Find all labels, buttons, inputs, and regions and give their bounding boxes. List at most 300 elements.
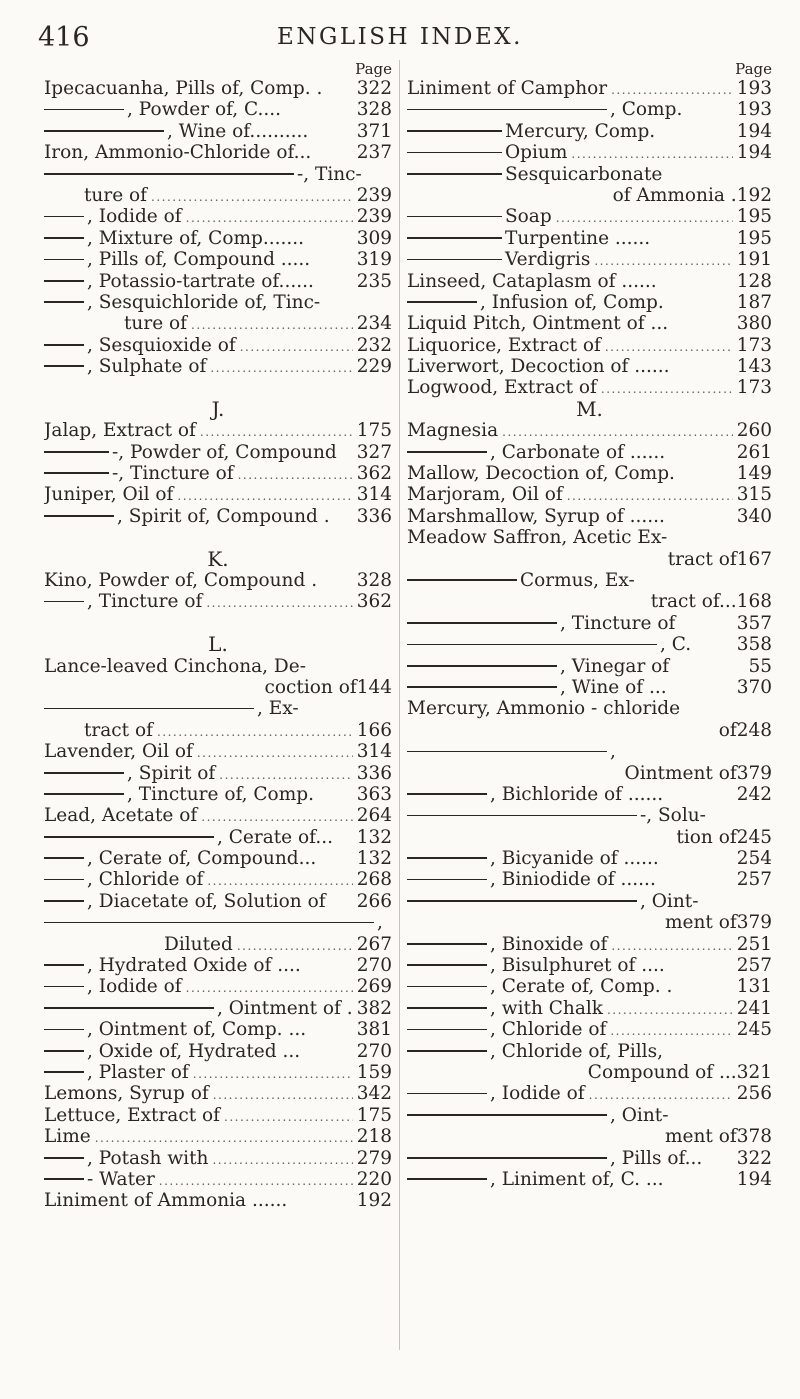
index-entry [44,570,392,591]
ditto-dash [407,109,607,111]
entry-text: , Sesquioxide of [87,334,236,356]
entry-text: ture of [84,184,148,206]
entry-page-number: 220 [356,1168,392,1190]
index-entry [44,591,392,612]
index-entry [44,869,392,890]
entry-text: , Biniodide of ...... [490,869,656,891]
index-entry [407,805,772,826]
index-entry [44,955,392,976]
entry-page-number: 328 [356,99,392,121]
entry-text: Jalap, Extract of [44,420,196,442]
ditto-dash [407,130,502,132]
entry-page-number: 327 [356,441,392,463]
entry-text: Liquorice, Extract of [407,334,601,356]
entry-text: Liverwort, Decoction of ...... [407,356,670,378]
ditto-dash [44,472,109,474]
entry-text: -, Tinc- [297,163,362,185]
index-entry [407,99,772,120]
entry-page-number: 166 [356,719,392,741]
leader-dots [200,422,353,441]
ditto-dash [44,900,84,902]
entry-page-number: 256 [736,1083,772,1105]
entry-page-number: 336 [356,762,392,784]
index-entry [407,591,772,612]
entry-text: , Binoxide of [490,933,608,955]
page-column-heading: Page [735,60,772,78]
index-entry [407,185,772,206]
index-entry [44,848,392,869]
entry-page-number: 234 [356,313,392,335]
index-entry [44,78,392,99]
ditto-dash [407,751,607,753]
entry-text: Ipecacuanha, Pills of, Comp. . [44,78,323,99]
entry-text: tion of [676,826,737,848]
ditto-dash [44,922,374,924]
index-entry [44,827,392,848]
index-entry [44,271,392,292]
entry-page-number: 143 [736,356,772,378]
entry-page-number: 382 [356,997,392,1019]
entry-text: Diluted [164,933,233,955]
index-entry [44,1126,392,1147]
entry-text: Iron, Ammonio-Chloride of... [44,142,312,164]
entry-page-number: 380 [736,313,772,335]
index-entry [407,228,772,249]
index-column-left [44,60,392,1212]
leader-dots [594,251,732,270]
entry-page-number: 132 [356,826,392,848]
entry-text: , Wine of.......... [167,120,309,142]
entry-text: , [377,912,383,934]
entry-text: , Chloride of, Pills, [490,1040,663,1062]
entry-page-number: 319 [356,249,392,271]
entry-text: , Chloride of [490,1019,607,1041]
entry-text: , Plaster of [87,1061,189,1083]
entry-text: , Cerate of, Compound... [87,848,317,870]
entry-page-number: 257 [736,955,772,977]
entry-text: -, Powder of, Compound [112,441,337,463]
ditto-dash [407,964,487,966]
index-entry [407,313,772,334]
ditto-dash [407,173,502,175]
entry-text: , C. [660,634,692,656]
entry-page-number: 229 [356,356,392,378]
ditto-dash [407,879,487,881]
entry-page-number: 245 [736,1019,772,1041]
entry-page-number: 239 [356,206,392,228]
entry-text: , Ointment of . [217,997,353,1019]
ditto-dash [407,259,502,261]
index-entry [44,656,392,677]
ditto-dash [44,1071,84,1073]
entry-text: Liniment of Ammonia ...... [44,1190,288,1212]
entry-text: Mercury, Comp. [505,120,656,142]
entry-text: Mercury, Ammonio - chloride [407,698,681,720]
index-entry [44,121,392,142]
ditto-dash [44,1029,84,1031]
index-entry [407,720,772,741]
section-letter [44,399,392,420]
index-entry [407,955,772,976]
index-entry [44,698,392,719]
index-entry [407,1148,772,1169]
leader-dots [589,1085,733,1104]
index-entry [44,934,392,955]
entry-text: tract of [84,719,153,741]
ditto-dash [44,601,84,603]
entry-text: , Wine of ... [560,676,667,698]
entry-text: Liniment of Camphor [407,78,608,99]
ditto-dash [44,344,84,346]
index-entry [407,848,772,869]
index-entry [407,121,772,142]
entry-page-number: 379 [736,912,772,934]
index-entry [44,1148,392,1169]
entry-text: Compound of ... [587,1061,737,1083]
entry-page-number: 194 [736,120,772,142]
entry-text: Magnesia [407,420,499,442]
ditto-dash [407,1007,487,1009]
index-entry [407,249,772,270]
index-entry [407,677,772,698]
index-entry [44,484,392,505]
index-entry [407,1105,772,1126]
entry-text: ment of [664,912,737,934]
entry-text: , Mixture of, Comp....... [87,227,305,249]
index-entry [407,634,772,655]
entry-text: , Ex- [257,698,299,720]
entry-page-number: 321 [736,1061,772,1083]
ditto-dash [407,1050,487,1052]
index-entry [44,99,392,120]
entry-text: Marshmallow, Syrup of ...... [407,505,665,527]
index-entry [44,1019,392,1040]
leader-dots [238,465,353,484]
leader-dots [502,422,733,441]
entry-page-number: 257 [736,869,772,891]
index-entry [407,763,772,784]
entry-text: , Hydrated Oxide of .... [87,955,301,977]
leader-dots [556,208,733,227]
ditto-dash [407,301,477,303]
spacer [44,613,392,634]
ditto-dash [44,515,114,517]
leader-dots [213,1085,353,1104]
entry-text: , Sesquichloride of, Tinc- [87,291,321,313]
entry-text: Liquid Pitch, Ointment of ... [407,313,669,335]
ditto-dash [44,1157,84,1159]
index-entry [44,420,392,441]
ditto-dash [44,793,124,795]
ditto-dash [44,130,164,132]
index-entry [407,827,772,848]
ditto-dash [407,1029,487,1031]
index-entry [407,292,772,313]
section-letter-text: M. [576,398,603,421]
leader-dots [207,871,352,890]
ditto-dash [44,708,254,710]
index-entry [407,206,772,227]
ditto-dash [44,365,84,367]
leader-dots [151,187,353,206]
spacer [44,527,392,548]
index-entry [407,377,772,398]
index-entry [44,206,392,227]
index-entry [44,442,392,463]
page-header [0,22,800,52]
index-column-right [407,60,772,1190]
entry-text: , Potassio-tartrate of...... [87,270,314,292]
entry-page-number: 149 [736,463,772,485]
index-entry [407,484,772,505]
entry-text: , Infusion of, Comp. [480,291,664,313]
ditto-dash [44,1007,214,1009]
ditto-dash [44,772,124,774]
entry-page-number: 175 [356,420,392,442]
ditto-dash [407,815,637,817]
entry-text: Marjoram, Oil of [407,484,563,506]
section-letter [407,399,772,420]
ditto-dash [407,986,487,988]
entry-text: Turpentine ...... [505,227,651,249]
entry-page-number: 371 [356,120,392,142]
leader-dots [240,337,353,356]
leader-dots [611,80,733,99]
ditto-dash [407,665,557,667]
index-entry [44,335,392,356]
entry-page-number: 358 [736,634,772,656]
entry-text: , Oint- [640,890,699,912]
entry-text: Soap [505,206,552,228]
section-letter [44,549,392,570]
index-entry [44,784,392,805]
leader-dots [219,765,352,784]
index-entry [44,1062,392,1083]
ditto-dash [44,301,84,303]
leader-dots [610,1021,732,1040]
entry-page-number: 270 [356,955,392,977]
index-entry [44,506,392,527]
index-entry [44,1169,392,1190]
index-entry [44,891,392,912]
ditto-dash [407,686,557,688]
running-title: ENGLISH INDEX. [277,24,523,50]
entry-page-number: 159 [356,1061,392,1083]
index-entry [44,463,392,484]
entry-text: tract of [667,548,737,570]
entry-text: , Comp. [610,99,683,121]
entry-text: Mallow, Decoction of, Comp. [407,463,675,485]
entry-page-number: 242 [736,783,772,805]
spacer [44,377,392,398]
index-entry [407,869,772,890]
entry-text: ment of [664,1126,737,1148]
entry-page-number: 254 [736,848,772,870]
index-entry [44,142,392,163]
ditto-dash [44,280,84,282]
ditto-dash [44,857,84,859]
leader-dots [95,1128,353,1147]
ditto-dash [407,622,557,624]
ditto-dash [44,964,84,966]
entry-page-number: 192 [736,184,772,206]
entry-page-number: 379 [736,762,772,784]
entry-text: - Water [87,1168,155,1190]
entry-page-number: 241 [736,997,772,1019]
index-entry [44,1190,392,1211]
entry-text: Ointment of [624,762,737,784]
entry-text: , Tincture of [560,612,676,634]
index-entry [44,228,392,249]
index-entry [44,164,392,185]
section-letter [44,634,392,655]
entry-page-number: 128 [736,270,772,292]
entry-page-number: 362 [356,463,392,485]
entry-text: , Carbonate of ...... [490,441,666,463]
entry-text: , [610,741,616,763]
index-entry [407,741,772,762]
section-letter-text: L. [208,634,228,656]
entry-text: Lime [44,1126,91,1148]
ditto-dash [407,451,487,453]
entry-page-number: 378 [736,1126,772,1148]
entry-page-number: 237 [356,142,392,164]
entry-page-number: 362 [356,591,392,613]
entry-page-number: 195 [736,206,772,228]
entry-page-number: 173 [736,377,772,399]
entry-page-number: 309 [356,227,392,249]
index-entry [44,1041,392,1062]
entry-page-number: 270 [356,1040,392,1062]
entry-page-number: 132 [356,848,392,870]
entry-page-number: 193 [736,99,772,121]
index-entry [407,527,772,548]
index-entry [407,335,772,356]
ditto-dash [407,644,657,646]
entry-page-number: 381 [356,1019,392,1041]
entry-text: Logwood, Extract of [407,377,597,399]
entry-text: , Pills of, Compound ..... [87,249,311,271]
entry-page-number: 279 [356,1147,392,1169]
index-entry [407,912,772,933]
entry-page-number: 370 [736,676,772,698]
entry-text: Verdigris [505,249,591,271]
leader-dots [567,486,733,505]
entry-page-number: 322 [736,1147,772,1169]
index-entry [407,463,772,484]
ditto-dash [44,237,84,239]
entry-text: Opium [505,142,568,164]
leader-dots [206,593,352,612]
entry-page-number: 315 [736,484,772,506]
page-column-heading: Page [355,60,392,78]
index-entry [44,720,392,741]
index-entry [407,271,772,292]
leader-dots [157,722,353,741]
index-entry [407,142,772,163]
section-letter-text: K. [207,548,229,570]
index-entry [407,1083,772,1104]
entry-text: , Chloride of [87,869,204,891]
entry-page-number: 336 [356,505,392,527]
entry-page-number: 175 [356,1104,392,1126]
index-entry [407,1126,772,1147]
entry-text: , Bicyanide of ...... [490,848,659,870]
index-entry [44,763,392,784]
entry-text: , Bisulphuret of .... [490,955,665,977]
ditto-dash [44,173,294,175]
index-entry [407,356,772,377]
index-entry [407,164,772,185]
entry-text: , Tincture of [87,591,203,613]
entry-page-number: 193 [736,78,772,99]
entry-page-number: 363 [356,783,392,805]
entry-text: , Cerate of... [217,826,333,848]
index-entry [407,891,772,912]
entry-page-number: 328 [356,569,392,591]
index-entry [407,934,772,955]
leader-dots [193,1064,353,1083]
entry-text: , Powder of, C.... [127,99,282,121]
entry-text: , Pills of... [610,1147,703,1169]
entry-page-number: 194 [736,1168,772,1190]
index-entry [407,570,772,591]
entry-page-number: 131 [736,976,772,998]
entry-page-number: 322 [356,78,392,99]
ditto-dash [44,451,109,453]
index-entry [407,1019,772,1040]
entry-text: Lemons, Syrup of [44,1083,209,1105]
entry-page-number: 167 [736,548,772,570]
ditto-dash [407,1157,607,1159]
index-entry [407,1169,772,1190]
entry-page-number: 251 [736,933,772,955]
entry-page-number: 239 [356,184,392,206]
entry-text: , Spirit of, Compound . [117,505,330,527]
entry-page-number: 144 [356,676,392,698]
index-entry [407,656,772,677]
ditto-dash [407,152,502,154]
leader-dots [197,743,353,762]
index-entry [44,292,392,313]
entry-text: Kino, Powder of, Compound . [44,569,318,591]
entry-page-number: 168 [736,591,772,613]
index-entry [407,998,772,1019]
ditto-dash [407,793,487,795]
entry-page-number: 342 [356,1083,392,1105]
index-entry [44,249,392,270]
entry-text: tract of... [650,591,737,613]
entry-text: , Vinegar of [560,655,670,677]
index-entry [407,506,772,527]
index-entry [407,1041,772,1062]
entry-page-number: 261 [736,441,772,463]
entry-text: ture of [124,313,188,335]
leader-dots [191,315,353,334]
entry-page-number: 248 [736,719,772,741]
index-entry [407,1062,772,1083]
ditto-dash [44,259,84,261]
leader-dots [611,936,732,955]
entry-text: Linseed, Cataplasm of ...... [407,270,657,292]
leader-dots [186,208,353,227]
entry-text: , Ointment of, Comp. ... [87,1019,307,1041]
ditto-dash [407,1114,607,1116]
column-divider [399,60,400,1350]
entry-text: , Spirit of [127,762,216,784]
entry-page-number: 266 [356,890,392,912]
entry-page-number: 232 [356,334,392,356]
